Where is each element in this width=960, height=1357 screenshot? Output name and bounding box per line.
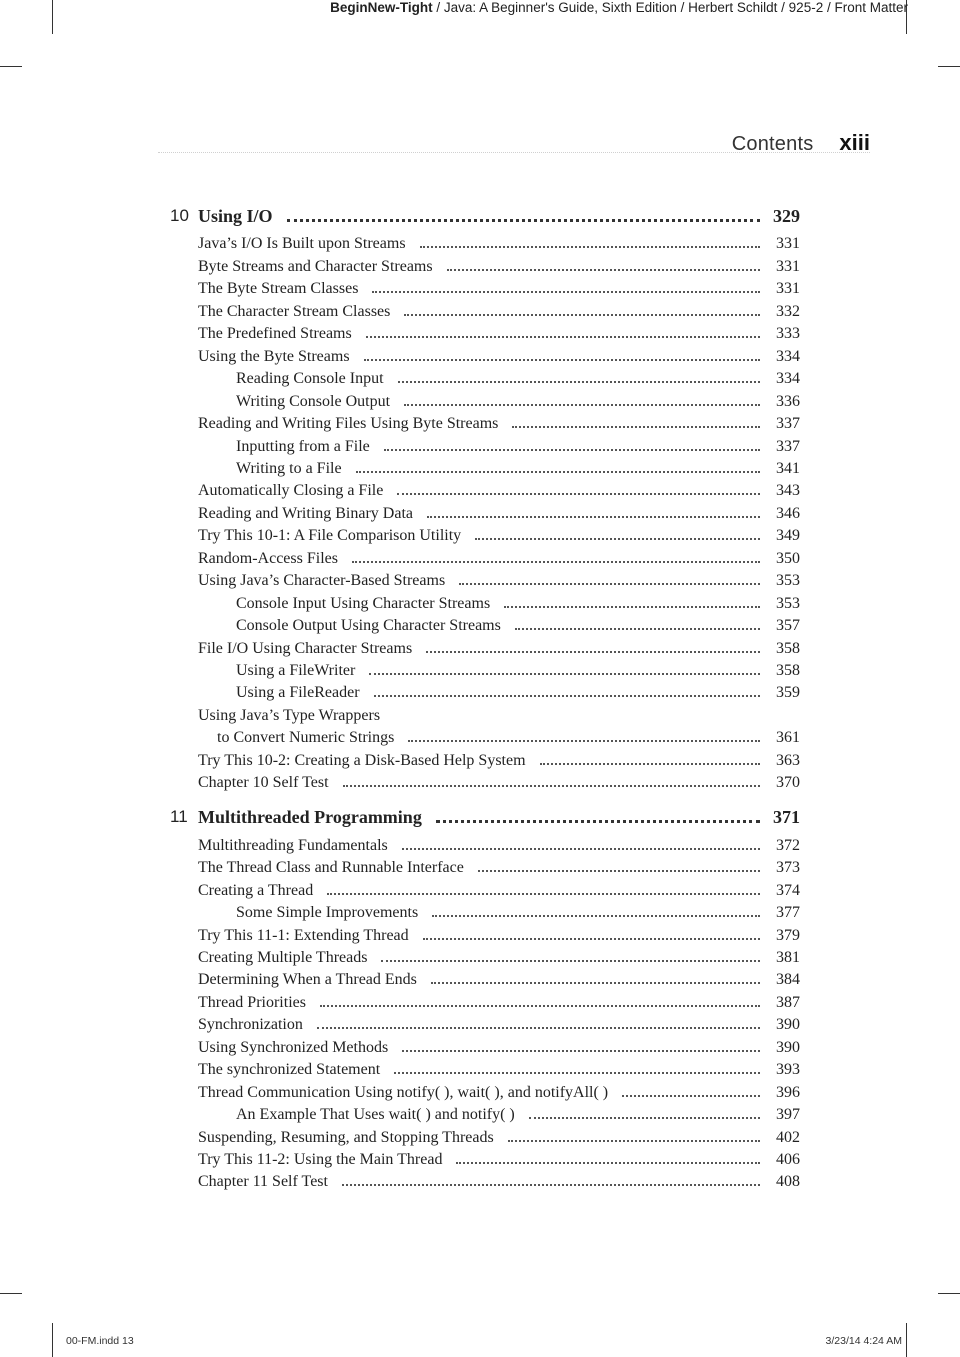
entry-title: Reading and Writing Binary Data xyxy=(198,504,414,522)
entry-title: Using Java’s Type Wrappers xyxy=(198,706,381,724)
entry-line xyxy=(198,1037,760,1059)
entry-title: Random-Access Files xyxy=(198,549,338,567)
entry-line xyxy=(198,880,760,902)
toc-entry[interactable] xyxy=(0,1059,960,1081)
entry-title: Java’s I/O Is Built upon Streams xyxy=(198,235,406,253)
entry-title: Synchronization xyxy=(198,1016,303,1034)
toc-entry[interactable] xyxy=(0,480,960,502)
entry-line xyxy=(198,705,760,727)
entry-page: 349 xyxy=(776,527,800,545)
entry-page: 353 xyxy=(776,572,800,590)
chapter-line xyxy=(198,205,760,227)
toc-entry[interactable] xyxy=(0,1171,960,1193)
entry-title: Determining When a Thread Ends xyxy=(198,971,417,989)
entry-page: 373 xyxy=(776,859,800,877)
entry-page: 372 xyxy=(776,836,800,854)
entry-title: Automatically Closing a File xyxy=(198,482,384,500)
slug-author: Herbert Schildt xyxy=(688,0,778,15)
entry-page: 357 xyxy=(776,617,800,635)
entry-line xyxy=(198,835,760,857)
leader-dots xyxy=(423,938,760,940)
entry-line xyxy=(198,857,760,879)
entry-line xyxy=(217,727,760,749)
toc-entry[interactable] xyxy=(0,750,960,772)
leader-dots xyxy=(402,848,760,850)
entry-page: 374 xyxy=(776,881,800,899)
entry-title: Reading and Writing Files Using Byte Streams xyxy=(198,415,499,433)
entry-line xyxy=(198,1014,760,1036)
leader-dots xyxy=(432,915,760,917)
leader-dots xyxy=(320,1005,760,1007)
entry-line xyxy=(236,682,760,704)
footer-file: 00-FM.indd 13 xyxy=(66,1335,134,1347)
leader-dots xyxy=(402,1050,760,1052)
toc-entry[interactable] xyxy=(0,682,960,704)
entry-page: 359 xyxy=(776,684,800,702)
chapter-number: 11 xyxy=(170,807,188,827)
leader-dots xyxy=(447,269,760,271)
chapter-row[interactable] xyxy=(0,205,960,227)
slug-line: BeginNew-Tight / Java: A Beginner's Guide, Sixth Edition / Herbert Schildt / 925-2 / Front Matter xyxy=(330,0,908,15)
entry-title: Reading Console Input xyxy=(236,370,384,388)
running-head-label: Contents xyxy=(731,133,814,155)
toc-entry[interactable] xyxy=(0,593,960,615)
entry-line xyxy=(198,925,760,947)
entry-line xyxy=(198,570,760,592)
toc-entry[interactable] xyxy=(0,346,960,368)
entry-line xyxy=(198,346,760,368)
entry-title: Console Input Using Character Streams xyxy=(236,594,491,612)
entry-page: 331 xyxy=(776,257,800,275)
entry-line xyxy=(198,548,760,570)
page-number: xiii xyxy=(839,130,870,155)
leader-dots xyxy=(352,561,760,563)
entry-line xyxy=(198,1149,760,1171)
toc-entry[interactable] xyxy=(0,772,960,794)
toc-entry[interactable] xyxy=(0,705,960,727)
toc-entry[interactable] xyxy=(0,880,960,902)
entry-title: Thread Communication Using notify( ), wait( ), and notifyAll( ) xyxy=(198,1083,609,1101)
entry-title: Using Synchronized Methods xyxy=(198,1038,389,1056)
entry-title: Byte Streams and Character Streams xyxy=(198,257,433,275)
toc-entry[interactable] xyxy=(0,1082,960,1104)
entry-page: 334 xyxy=(776,370,800,388)
entry-page: 358 xyxy=(776,662,800,679)
crop-mark xyxy=(938,66,960,67)
entry-page: 363 xyxy=(776,751,800,769)
header-rule xyxy=(158,152,870,153)
toc-entry[interactable] xyxy=(0,436,960,458)
leader-dots xyxy=(426,651,760,653)
entry-page: 332 xyxy=(776,302,800,320)
leader-dots xyxy=(381,960,760,962)
slug-code: BeginNew-Tight xyxy=(330,0,433,15)
entry-page: 387 xyxy=(776,993,800,1011)
entry-line xyxy=(198,278,760,300)
entry-page: 361 xyxy=(776,729,800,747)
entry-title: The Predefined Streams xyxy=(198,325,352,343)
toc-entry[interactable] xyxy=(0,992,960,1014)
toc-entry[interactable] xyxy=(0,947,960,969)
leader-dots xyxy=(408,740,760,742)
entry-page: 384 xyxy=(776,971,800,989)
entry-title: Using Java’s Character-Based Streams xyxy=(198,572,446,590)
entry-title: Inputting from a File xyxy=(236,437,370,455)
toc-entry[interactable] xyxy=(0,570,960,592)
leader-dots xyxy=(420,246,760,248)
leader-dots xyxy=(475,538,760,540)
toc-entry[interactable] xyxy=(0,503,960,525)
chapter-row[interactable] xyxy=(0,806,960,828)
chapter-title: Using I/O xyxy=(198,206,273,226)
entry-title: Try This 11-2: Using the Main Thread xyxy=(198,1151,443,1168)
leader-dots xyxy=(374,695,760,697)
leader-dots xyxy=(404,404,760,406)
entry-page: 390 xyxy=(776,1038,800,1056)
crop-mark xyxy=(52,1323,53,1357)
entry-page: 343 xyxy=(776,482,800,500)
toc-entry[interactable] xyxy=(0,413,960,435)
entry-page: 358 xyxy=(776,639,800,657)
entry-page: 337 xyxy=(776,437,800,455)
leader-dots xyxy=(287,219,760,222)
entry-page: 346 xyxy=(776,504,800,522)
toc-entry[interactable] xyxy=(0,323,960,345)
entry-line xyxy=(198,323,760,345)
toc-entry[interactable] xyxy=(0,548,960,570)
entry-title: An Example That Uses wait( ) and notify( ) xyxy=(236,1106,515,1124)
toc-entry[interactable] xyxy=(0,1127,960,1149)
entry-title: Creating a Thread xyxy=(198,881,314,899)
toc-entry[interactable] xyxy=(0,1104,960,1126)
chapter-line xyxy=(198,806,760,828)
entry-line xyxy=(198,1082,760,1104)
toc-entry[interactable] xyxy=(0,458,960,480)
leader-dots xyxy=(397,493,760,495)
entry-page: 333 xyxy=(776,325,800,343)
entry-title: Using the Byte Streams xyxy=(198,347,350,365)
entry-title: File I/O Using Character Streams xyxy=(198,639,413,657)
entry-line xyxy=(236,368,760,390)
entry-title: Try This 10-2: Creating a Disk-Based Help System xyxy=(198,751,526,769)
leader-dots xyxy=(356,471,760,473)
entry-page: 402 xyxy=(776,1128,800,1146)
leader-dots xyxy=(369,673,760,675)
entry-line xyxy=(198,1171,760,1193)
entry-page: 370 xyxy=(776,774,800,792)
toc-entry[interactable] xyxy=(0,727,960,749)
entry-title: The Byte Stream Classes xyxy=(198,280,359,298)
entry-page: 341 xyxy=(776,459,800,477)
entry-page: 377 xyxy=(776,904,800,922)
toc-entry[interactable] xyxy=(0,233,960,255)
entry-title: Chapter 10 Self Test xyxy=(198,774,329,792)
entry-line xyxy=(236,593,760,615)
entry-line xyxy=(198,480,760,502)
crop-mark xyxy=(906,1323,907,1357)
slug-title: Java: A Beginner's Guide, Sixth Edition xyxy=(443,0,677,15)
leader-dots xyxy=(398,381,760,383)
crop-mark xyxy=(52,0,53,34)
entry-page: 350 xyxy=(776,549,800,567)
leader-dots xyxy=(404,314,760,316)
leader-dots xyxy=(508,1140,760,1142)
toc-entry[interactable] xyxy=(0,301,960,323)
toc-entry[interactable] xyxy=(0,660,960,682)
entry-title: The Character Stream Classes xyxy=(198,302,391,320)
entry-line xyxy=(198,992,760,1014)
toc-entry[interactable] xyxy=(0,1037,960,1059)
entry-line xyxy=(236,1104,760,1126)
entry-title: Try This 10-1: A File Comparison Utility xyxy=(198,527,462,545)
toc-entry[interactable] xyxy=(0,1149,960,1171)
entry-line xyxy=(198,638,760,660)
entry-page: 381 xyxy=(776,948,800,966)
toc-entry[interactable] xyxy=(0,615,960,637)
entry-title: The synchronized Statement xyxy=(198,1061,381,1079)
leader-dots xyxy=(540,763,760,765)
toc-entry[interactable] xyxy=(0,969,960,991)
entry-page: 331 xyxy=(776,280,800,298)
toc-entry[interactable] xyxy=(0,525,960,547)
entry-page: 379 xyxy=(776,926,800,944)
leader-dots xyxy=(622,1095,760,1097)
entry-line xyxy=(198,413,760,435)
crop-mark xyxy=(0,66,22,67)
entry-title: Using a FileReader xyxy=(236,684,360,702)
crop-mark xyxy=(0,1293,22,1294)
toc-entry[interactable] xyxy=(0,902,960,924)
entry-title: Thread Priorities xyxy=(198,993,306,1011)
leader-dots xyxy=(366,336,760,338)
entry-page: 408 xyxy=(776,1173,800,1191)
entry-line xyxy=(236,615,760,637)
leader-dots xyxy=(529,1117,760,1119)
leader-dots xyxy=(515,628,760,630)
entry-page: 331 xyxy=(776,235,800,253)
leader-dots xyxy=(436,820,760,823)
entry-title: Suspending, Resuming, and Stopping Threads xyxy=(198,1128,494,1146)
entry-page: 393 xyxy=(776,1061,800,1079)
entry-title: Writing to a File xyxy=(236,459,342,477)
entry-title: Using a FileWriter xyxy=(236,662,356,679)
entry-title: Creating Multiple Threads xyxy=(198,948,368,966)
entry-line xyxy=(198,503,760,525)
leader-dots xyxy=(342,1184,760,1186)
leader-dots xyxy=(384,449,760,451)
entry-title: Chapter 11 Self Test xyxy=(198,1173,328,1191)
toc-entry[interactable] xyxy=(0,857,960,879)
leader-dots xyxy=(317,1027,760,1029)
entry-line xyxy=(236,436,760,458)
leader-dots xyxy=(504,606,760,608)
entry-page: 397 xyxy=(776,1106,800,1124)
crop-mark xyxy=(938,1293,960,1294)
toc-entry[interactable] xyxy=(0,368,960,390)
chapter-number: 10 xyxy=(170,206,189,225)
slug-section: Front Matter xyxy=(834,0,908,15)
entry-line xyxy=(236,458,760,480)
entry-line xyxy=(236,902,760,924)
entry-page: 396 xyxy=(776,1083,800,1101)
entry-page: 336 xyxy=(776,392,800,410)
leader-dots xyxy=(327,893,760,895)
chapter-title: Multithreaded Programming xyxy=(198,807,422,828)
entry-title: Console Output Using Character Streams xyxy=(236,617,501,635)
leader-dots xyxy=(343,785,760,787)
entry-line xyxy=(198,233,760,255)
entry-line xyxy=(198,1059,760,1081)
entry-line xyxy=(236,660,760,682)
leader-dots xyxy=(478,870,760,872)
slug-isbn: 925-2 xyxy=(788,0,824,15)
leader-dots xyxy=(459,583,760,585)
entry-line xyxy=(198,947,760,969)
entry-line xyxy=(198,256,760,278)
entry-line xyxy=(198,1127,760,1149)
entry-line xyxy=(198,750,760,772)
entry-page: 337 xyxy=(776,415,800,433)
entry-page: 390 xyxy=(776,1016,800,1034)
leader-dots xyxy=(394,1072,760,1074)
entry-title: Multithreading Fundamentals xyxy=(198,836,388,854)
entry-line xyxy=(198,525,760,547)
toc-entry[interactable] xyxy=(0,391,960,413)
entry-title: to Convert Numeric Strings xyxy=(217,729,395,747)
toc-entry[interactable] xyxy=(0,925,960,947)
entry-page: 353 xyxy=(776,594,800,612)
leader-dots xyxy=(512,426,760,428)
entry-title: Some Simple Improvements xyxy=(236,904,419,922)
leader-dots xyxy=(364,359,760,361)
leader-dots xyxy=(456,1162,760,1164)
entry-title: The Thread Class and Runnable Interface xyxy=(198,859,464,877)
chapter-page: 371 xyxy=(773,807,800,828)
entry-page: 334 xyxy=(776,347,800,365)
entry-title: Try This 11-1: Extending Thread xyxy=(198,926,409,944)
entry-line xyxy=(198,772,760,794)
chapter-page: 329 xyxy=(773,206,800,226)
footer-timestamp: 3/23/14 4:24 AM xyxy=(825,1335,902,1347)
entry-page: 406 xyxy=(776,1151,800,1168)
leader-dots xyxy=(372,291,760,293)
toc-entry[interactable] xyxy=(0,638,960,660)
entry-line xyxy=(236,391,760,413)
entry-line xyxy=(198,301,760,323)
leader-dots xyxy=(431,982,760,984)
toc-entry[interactable] xyxy=(0,835,960,857)
toc-entry[interactable] xyxy=(0,1014,960,1036)
leader-dots xyxy=(427,516,760,518)
entry-line xyxy=(198,969,760,991)
toc-entry[interactable] xyxy=(0,278,960,300)
toc-entry[interactable] xyxy=(0,256,960,278)
entry-title: Writing Console Output xyxy=(236,392,391,410)
